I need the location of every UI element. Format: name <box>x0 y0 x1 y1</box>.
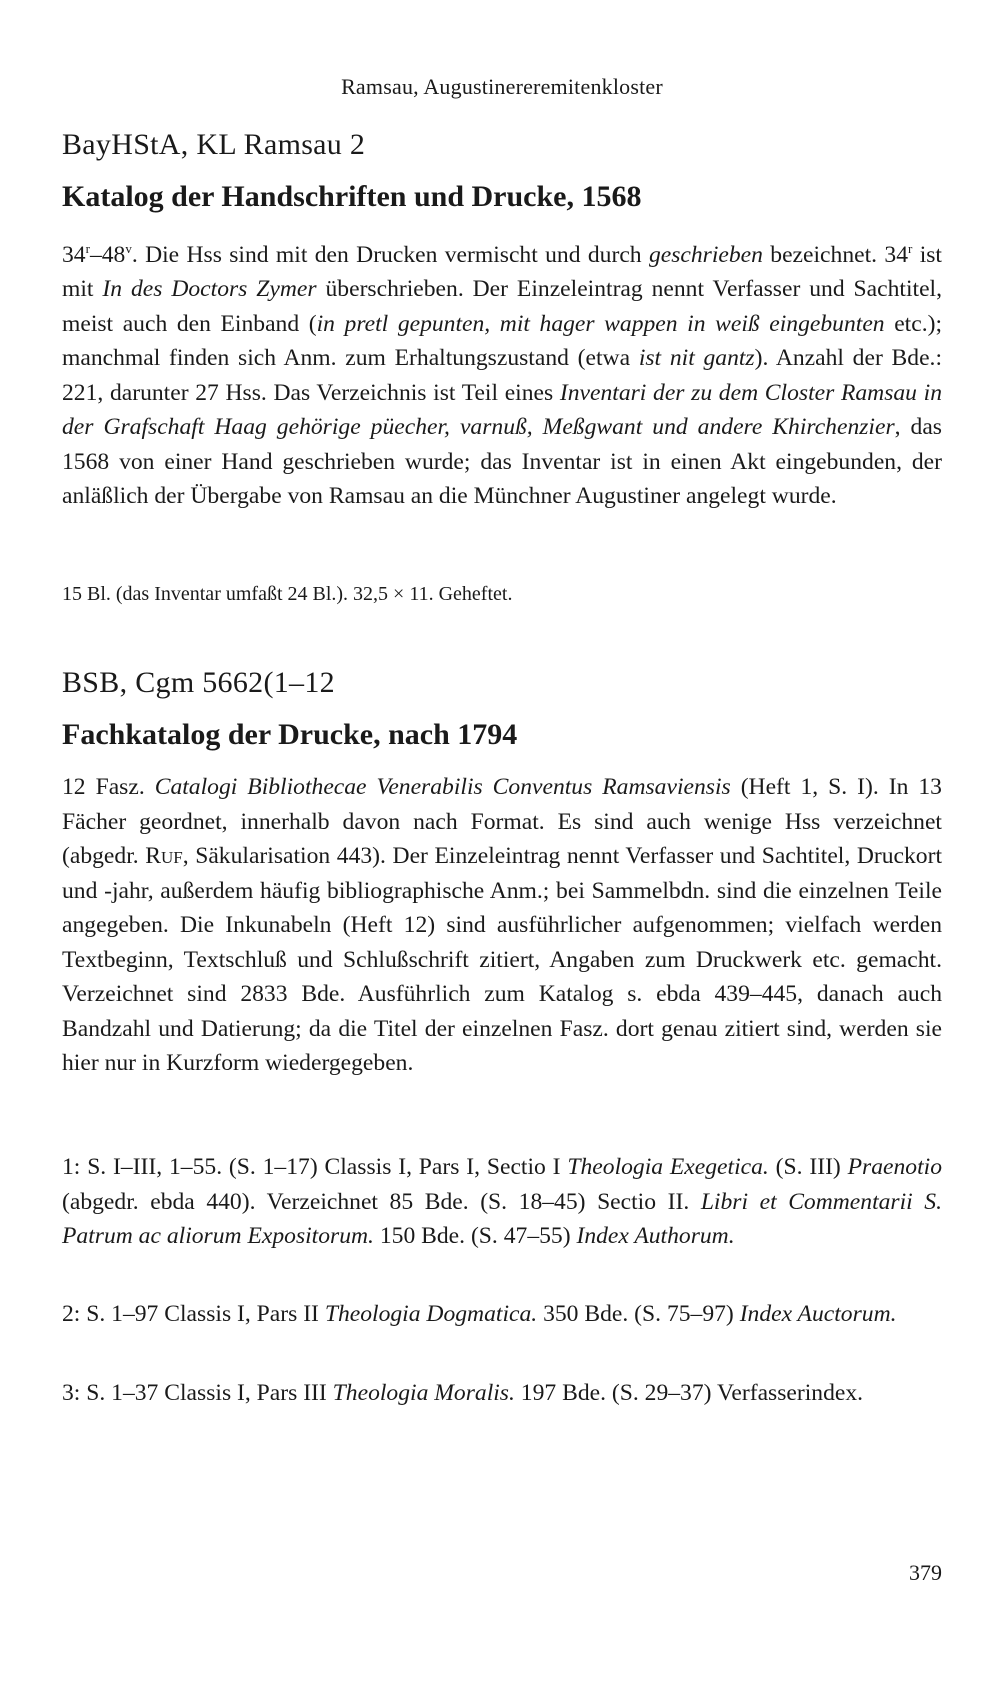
running-head: Ramsau, Augustinereremitenkloster <box>341 74 663 99</box>
entry-2-item-3: 3: S. 1–37 Classis I, Pars III Theologia Moralis. 197 Bde. (S. 29–37) Verfasserindex. <box>62 1380 864 1406</box>
entry-1-physical-description: 15 Bl. (das Inventar umfaßt 24 Bl.). 32,5 × 11. Geheftet. <box>62 583 513 605</box>
entry-1-title: Katalog der Handschriften und Drucke, 1568 <box>62 180 642 213</box>
entry-2-shelfmark: BSB, Cgm 5662(1–12 <box>62 666 335 699</box>
entry-2-item-1: 1: S. I–III, 1–55. (S. 1–17) Classis I, Pars I, Sectio I Theologia Exegetica. (S. III) Praenotio (abgedr. ebda 440). Verzeichnet 85 Bde. (S. 18–45) Sectio II. Libri et Commentarii S. Patrum ac aliorum Expositorum. 150 Bde. (S. 47–55) Index Authorum. <box>62 1154 942 1249</box>
entry-1-description: 34$^r$–48$^v$. Die Hss sind mit den Drucken vermischt und durch geschrieben bezeichnet. 34$^r$ ist mit In des Doctors Zymer überschrieben. Der Einzeleintrag nennt Verfasser und Sachtitel, meist auch den Einband (in pretl gepunten, mit hager wappen in weiß eingebunten etc.); manchmal finden sich Anm. zum Erhaltungszustand (etwa ist nit gantz). Anzahl der Bde.: 221, darunter 27 Hss. Das Verzeichnis ist Teil eines Inventari der zu dem Closter Ramsau in der Grafschaft Haag gehörige püecher, varnuß, Meßgwant und andere Khirchenzier, das 1568 von einer Hand geschrieben wurde; das Inventar ist in einen Akt eingebunden, der anläßlich der Übergabe von Ramsau an die Münchner Augustiner angelegt wurde. <box>62 241 943 510</box>
page-number: 379 <box>909 1560 942 1585</box>
entry-2-item-2: 2: S. 1–97 Classis I, Pars II Theologia Dogmatica. 350 Bde. (S. 75–97) Index Auctorum. <box>62 1301 897 1327</box>
entry-1-shelfmark: BayHStA, KL Ramsau 2 <box>62 128 366 161</box>
entry-2-title: Fachkatalog der Drucke, nach 1794 <box>62 718 518 751</box>
entry-2-description: 12 Fasz. Catalogi Bibliothecae Venerabilis Conventus Ramsaviensis (Heft 1, S. I). In 13 Fächer geordnet, innerhalb davon nach Format. Es sind auch wenige Hss verzeichnet (abgedr. Ruf, Säkularisation 443). Der Einzeleintrag nennt Verfasser und Sachtitel, Druckort und -jahr, außerdem häufig bibliographische Anm.; bei Sammelbdn. sind die einzelnen Teile angegeben. Die Inkunabeln (Heft 12) sind ausführlicher aufgenommen; vielfach werden Textbeginn, Textschluß und Schlußschrift zitiert, Angaben zum Druckwerk etc. gemacht. Verzeichnet sind 2833 Bde. Ausführlich zum Katalog s. ebda 439–445, danach auch Bandzahl und Datierung; da die Titel der einzelnen Fasz. dort genau zitiert sind, werden sie hier nur in Kurzform wiedergegeben. <box>62 774 943 1076</box>
